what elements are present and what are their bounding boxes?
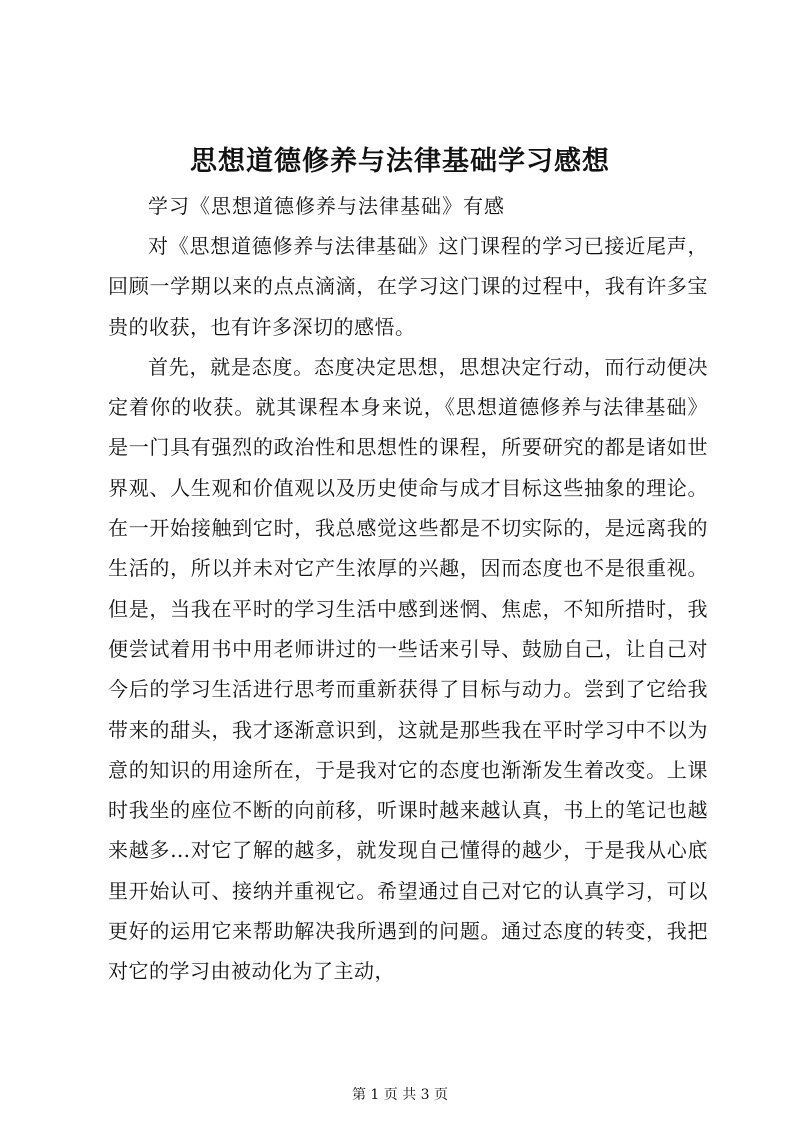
- document-title: 思想道德修养与法律基础学习感想: [190, 146, 610, 177]
- paragraph: 首先，就是态度。态度决定思想，思想决定行动，而行动便决定着你的收获。就其课程本身来说，《思想道德修养与法律基础》是一门具有强烈的政治性和思想性的课程，所要研究的都是诸如世界观、人生观和价值观以及历史使命与成才目标这些抽象的理论。在一开始接触到它时，我总感觉这些都是不切实际的，是远离我的生活的，所以并未对它产生浓厚的兴趣，因而态度也不是很重视。但是，当我在平时的学习生活中感到迷惘、焦虑，不知所措时，我便尝试着用书中用老师讲过的一些话来引导、鼓励自己，让自己对今后的学习生活进行思考而重新获得了目标与动力。尝到了它给我带来的甜头，我才逐渐意识到，这就是那些我在平时学习中不以为意的知识的用途所在，于是我对它的态度也渐渐发生着改变。上课时我坐的座位不断的向前移，听课时越来越认真，书上的笔记也越来越多…对它了解的越多，就发现自己懂得的越少，于是我从心底里开始认可、接纳并重视它。希望通过自己对它的认真学习，可以更好的运用它来帮助解决我所遇到的问题。通过态度的转变，我把对它的学习由被动化为了主动，: [108, 354, 708, 984]
- paragraph: 对《思想道德修养与法律基础》这门课程的学习已接近尾声，回顾一学期以来的点点滴滴，在学习这门课的过程中，我有许多宝贵的收获，也有许多深切的感悟。: [108, 234, 708, 339]
- document-subtitle: 学习《思想道德修养与法律基础》有感: [148, 194, 505, 218]
- page-number-footer: 第 1 页 共 3 页: [351, 1087, 449, 1103]
- document-body: [108, 226, 708, 992]
